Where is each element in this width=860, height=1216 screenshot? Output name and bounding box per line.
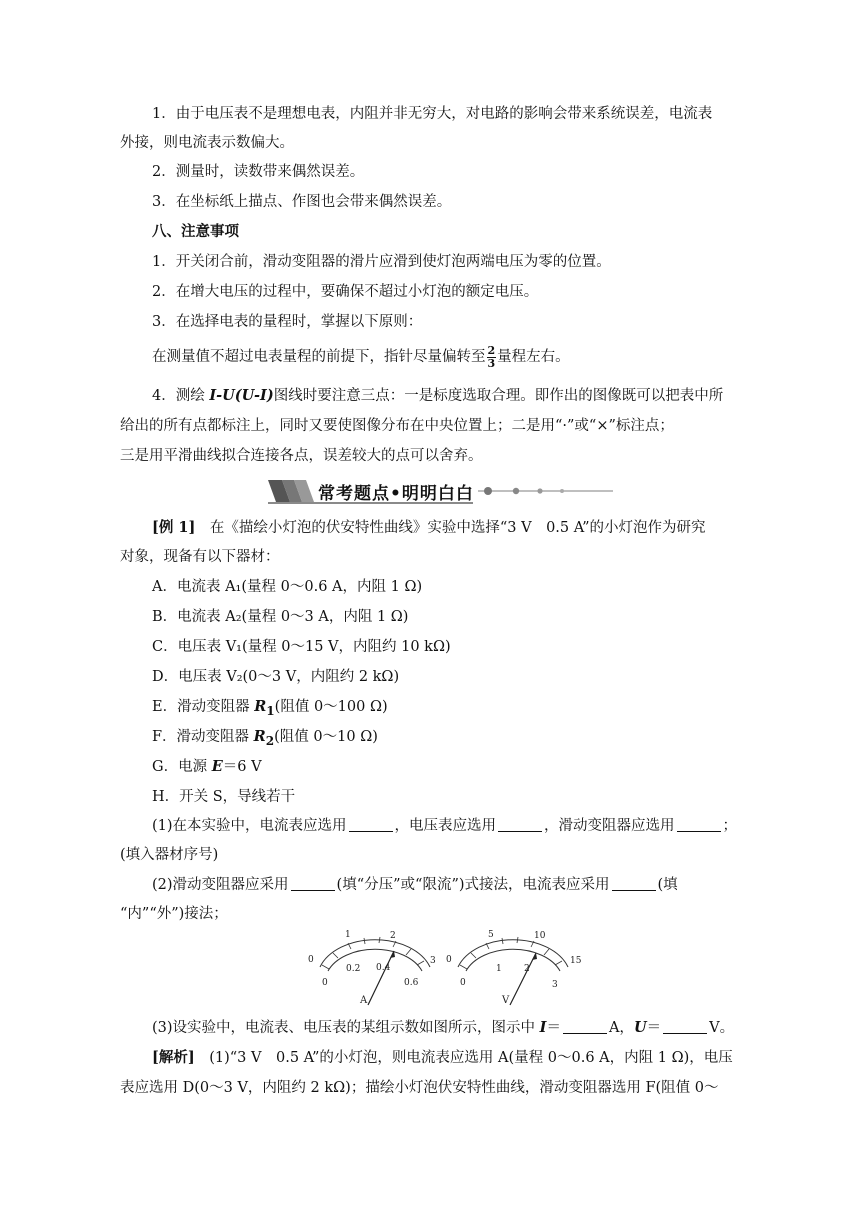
meters-svg: [298, 927, 598, 1009]
ammeter-top-tick: 2: [390, 931, 396, 941]
solution-line-2: 表应选用 D(0～3 V，内阻约 2 kΩ)；描绘小灯泡伏安特性曲线，滑动变阻器选用 F(阻值 0～: [120, 1080, 719, 1096]
solution-line-1: [152, 1048, 777, 1068]
question-2-cont: “内”“外”)接法；: [120, 906, 228, 922]
q2-text-c: (填: [657, 877, 678, 893]
option-h: H．开关 S，导线若干: [152, 789, 296, 805]
voltmeter-top-tick: 5: [488, 930, 494, 940]
q3-blank-voltage: [663, 1019, 707, 1034]
option-g-pre: G．电源: [152, 759, 212, 775]
option-f-post: (阻值 0～10 Ω): [274, 729, 378, 745]
error-item-2: [152, 162, 777, 182]
example-label: [例 1]: [152, 519, 196, 536]
ammeter-top-tick: 3: [430, 956, 436, 966]
option-g-var: E: [211, 758, 223, 775]
q3-text-d: ＝: [646, 1020, 662, 1036]
q3-text-c: A，: [608, 1020, 634, 1036]
fraction-numerator: 2: [487, 343, 496, 357]
voltmeter-bottom-tick: 1: [496, 964, 502, 974]
banner-title: 常考题点•明明白白: [318, 484, 474, 504]
option-g-post: ＝6 V: [222, 759, 262, 775]
error-item-1-text-cont: 外接，则电流表示数偏大。: [120, 135, 294, 151]
question-2: [152, 875, 777, 895]
q1-text-c: ，滑动变阻器应选用: [544, 818, 675, 834]
q1-blank-ammeter: [349, 817, 393, 832]
note-item-4-post: 图线时要注意三点：一是标度选取合理。即作出的图像既可以把表中所: [273, 388, 724, 404]
q2-text-a: (2)滑动变阻器应采用: [152, 877, 289, 893]
q1-blank-rheostat: [677, 817, 721, 832]
note-item-4-pre: 4．测绘: [152, 388, 210, 404]
solution-label: [解析]: [152, 1049, 195, 1066]
q3-text-e: V。: [709, 1020, 735, 1036]
voltmeter-top-tick: 15: [570, 956, 582, 966]
rule-text-pre: 在测量值不超过电表量程的前提下，指针尽量偏转至: [152, 349, 486, 365]
option-f-pre: F．滑动变阻器: [152, 729, 254, 745]
question-1-cont: (填入器材序号): [120, 847, 219, 863]
notes-heading: 八、注意事项: [152, 223, 239, 240]
note-item-3: 3．在选择电表的量程时，掌握以下原则：: [152, 314, 423, 330]
error-item-3-text: 3．在坐标纸上描点、作图也会带来偶然误差。: [152, 194, 452, 210]
q1-blank-voltmeter: [498, 817, 542, 832]
note-item-4-cont2: 三是用平滑曲线拟合连接各点，误差较大的点可以舍弃。: [120, 448, 483, 464]
voltmeter-label: V: [502, 995, 510, 1006]
ammeter-top-tick: 0: [308, 955, 314, 965]
option-f: [152, 727, 777, 751]
ammeter-label: A: [360, 995, 368, 1006]
q2-blank-ammeter-mode: [612, 876, 656, 891]
example-intro-cont: 对象，现备有以下器材：: [120, 549, 280, 565]
rule-text-post: 量程左右。: [497, 349, 570, 365]
q1-text-a: (1)在本实验中，电流表应选用: [152, 818, 347, 834]
section-banner: [268, 476, 628, 506]
ammeter-top-tick: 1: [345, 930, 351, 940]
q3-blank-current: [563, 1019, 607, 1034]
meter-figure: [298, 927, 598, 1009]
option-e-sub: 1: [266, 703, 275, 718]
q1-text-b: ，电压表应选用: [394, 818, 497, 834]
option-f-var: R: [253, 728, 266, 745]
option-a: A．电流表 A₁(量程 0～0.6 A，内阻 1 Ω): [152, 579, 423, 595]
note-item-2: 2．在增大电压的过程中，要确保不超过小灯泡的额定电压。: [152, 284, 539, 300]
voltmeter-top-tick: 0: [446, 955, 452, 965]
q3-var-u: U: [633, 1019, 647, 1036]
option-f-sub: 2: [265, 733, 275, 748]
ammeter-bottom-tick: 0.2: [346, 964, 361, 974]
solution-text-1: (1)“3 V 0.5 A”的小灯泡，则电流表应选用 A(量程 0～0.6 A，内阻 1 Ω)，电压: [194, 1050, 733, 1066]
voltmeter-dial: [446, 930, 582, 1006]
q2-blank-connection: [291, 876, 335, 891]
note-item-1: 1．开关闭合前，滑动变阻器的滑片应滑到使灯泡两端电压为零的位置。: [152, 254, 611, 270]
example-intro: [152, 518, 777, 538]
ammeter-bottom-tick: 0: [322, 978, 328, 988]
iu-curve-label: I-U(U-I): [209, 387, 274, 404]
note-item-3-rule: [152, 342, 777, 372]
two-thirds-fraction: [487, 345, 497, 370]
ammeter-bottom-tick: 0.4: [376, 963, 391, 973]
note-item-4: [152, 386, 777, 406]
ammeter-dial: [308, 930, 436, 1006]
option-e-pre: E．滑动变阻器: [152, 699, 255, 715]
question-1: [152, 816, 777, 836]
fraction-denominator: 3: [487, 356, 496, 370]
error-item-1-cont: [120, 133, 745, 153]
error-item-1: [152, 104, 777, 124]
voltmeter-bottom-tick: 0: [460, 978, 466, 988]
option-g: [152, 757, 777, 777]
q2-text-b: (填“分压”或“限流”)式接法，电流表应采用: [336, 877, 610, 893]
q3-var-i: I: [539, 1019, 547, 1036]
example-intro-text: 在《描绘小灯泡的伏安特性曲线》实验中选择“3 V 0.5 A”的小灯泡作为研究: [195, 520, 706, 536]
q3-text-a: (3)设实验中，电流表、电压表的某组示数如图所示，图示中: [152, 1020, 540, 1036]
error-item-3: [152, 192, 777, 212]
voltmeter-bottom-tick: 3: [552, 980, 558, 990]
option-e: [152, 697, 777, 721]
voltmeter-bottom-tick: 2: [524, 964, 530, 974]
q3-text-b: ＝: [546, 1020, 561, 1036]
ammeter-bottom-tick: 0.6: [404, 978, 419, 988]
option-e-post: (阻值 0～100 Ω): [274, 699, 388, 715]
option-d: D．电压表 V₂(0～3 V，内阻约 2 kΩ): [152, 669, 400, 685]
error-item-2-text: 2．测量时，读数带来偶然误差。: [152, 164, 365, 180]
option-c: C．电压表 V₁(量程 0～15 V，内阻约 10 kΩ): [152, 639, 451, 655]
option-e-var: R: [254, 698, 267, 715]
note-item-4-cont: 给出的所有点都标注上，同时又要使图像分布在中央位置上；二是用“·”或“×”标注点；: [120, 418, 674, 434]
option-b: B．电流表 A₂(量程 0～3 A，内阻 1 Ω): [152, 609, 409, 625]
question-3: [152, 1018, 777, 1038]
error-item-1-text: 1．由于电压表不是理想电表，内阻并非无穷大，对电路的影响会带来系统误差，电流表: [152, 106, 713, 122]
voltmeter-top-tick: 10: [534, 931, 546, 941]
q1-text-d: ；: [722, 818, 738, 834]
